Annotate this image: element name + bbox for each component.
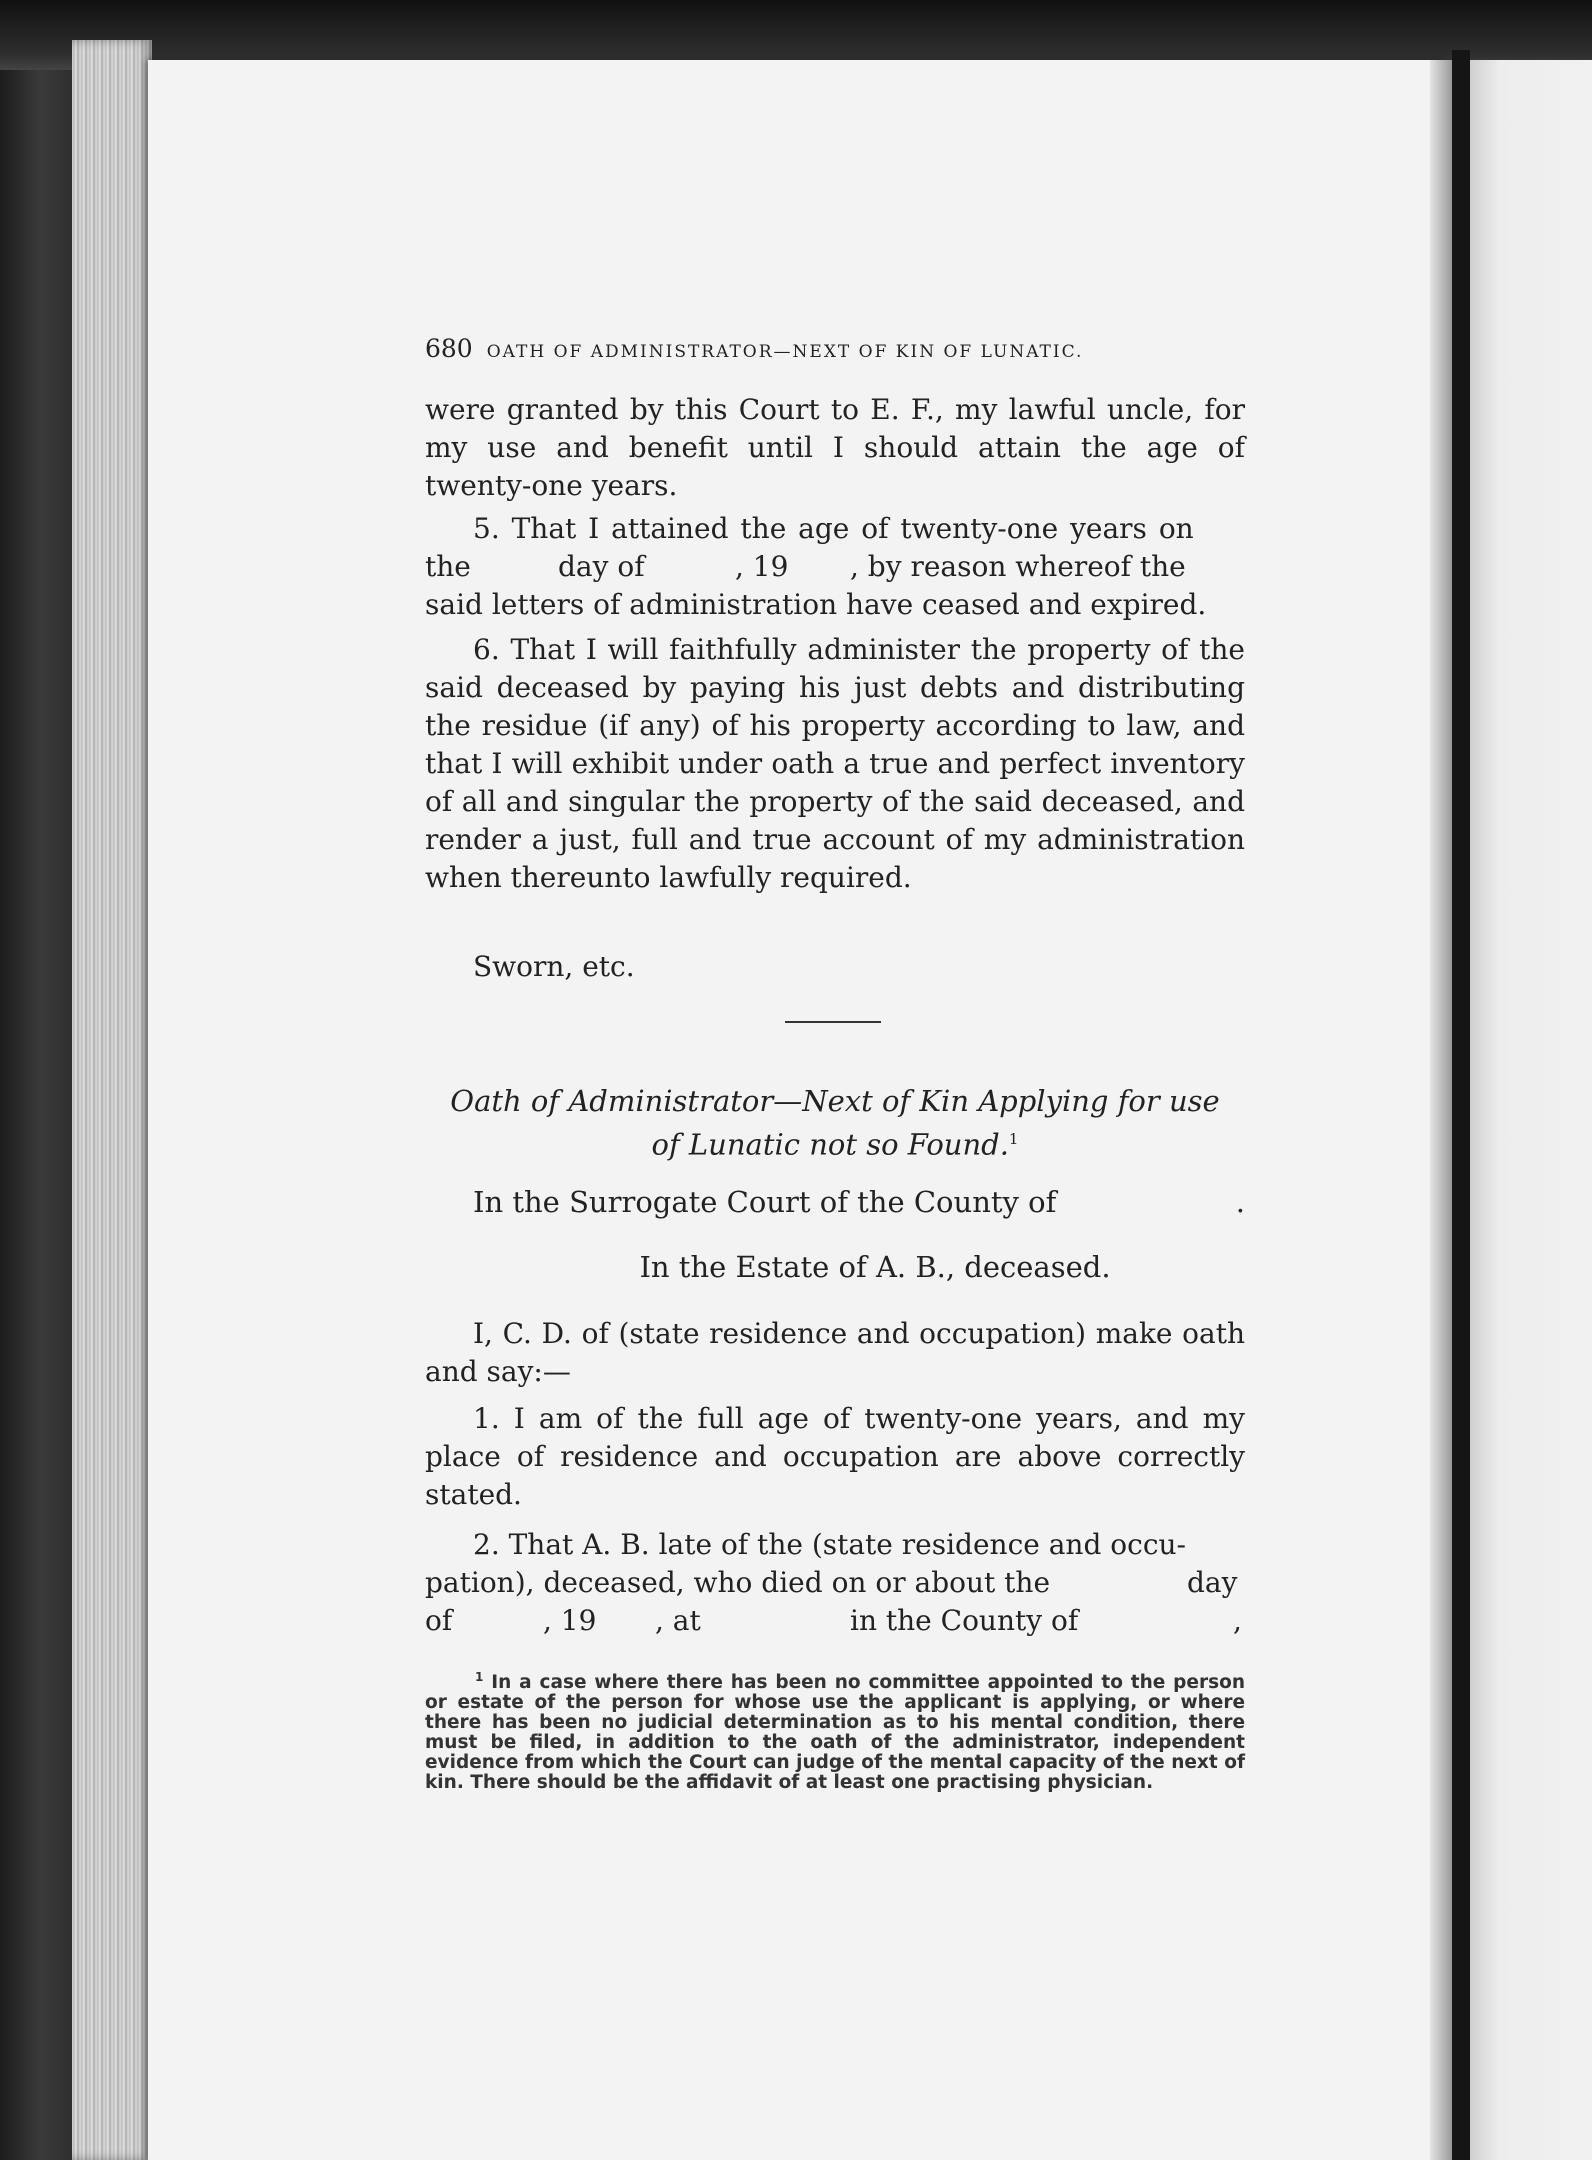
form-heading-line1: Oath of Administrator—Next of Kin Applying for use xyxy=(450,1084,1220,1118)
running-title: OATH OF ADMINISTRATOR—NEXT OF KIN OF LUNATIC. xyxy=(486,342,1084,362)
court-line: In the Surrogate Court of the County of . xyxy=(473,1185,1245,1219)
book-page-edges xyxy=(72,40,152,2160)
continuation-paragraph: were granted by this Court to E. F., my lawful uncle, for my use and benefit until I should attain the age of twenty-one years. xyxy=(425,393,1245,502)
form-heading xyxy=(425,1082,1245,1164)
para6: 6. That I will faithfully administer the property of the said deceased by paying his just debts and distributing the residue (if any) of his property according to law, and that I will exhibit under oath a true and perfect inventory of all and singular the property of the said deceased, and render a just, full and true account of my administration when thereunto lawfully required. xyxy=(425,633,1245,894)
page-curve-shadow xyxy=(1430,60,1452,2160)
para5-line3: said letters of administration have ceased and expired. xyxy=(425,588,1207,621)
form-heading-line2: of Lunatic not so Found.$^1$ xyxy=(651,1127,1019,1162)
section-rule xyxy=(785,1021,881,1023)
oath-para2-line1: 2. That A. B. late of the (state residence and occu- xyxy=(473,1528,1187,1561)
footnote-mark: 1 xyxy=(475,1670,484,1684)
para5-line1: 5. That I attained the age of twenty-one years on xyxy=(473,512,1194,545)
facing-page-edge xyxy=(1470,60,1592,2160)
footnote-text: In a case where there has been no committee appointed to the person or estate of the person for whose use the applicant is applying, or where there has been no judicial determination as to his mental condition, there must be filed, in addition to the oath of the administrator, independent evidence from which the Court can judge of the mental capacity of the next of kin. There should be the affidavit of at least one practising physician. xyxy=(425,1672,1245,1794)
oath-para2-line2: pation), deceased, who died on or about the day xyxy=(425,1566,1238,1599)
sworn-line: Sworn, etc. xyxy=(473,950,635,983)
book-gutter xyxy=(1452,50,1470,2160)
oath-intro: I, C. D. of (state residence and occupation) make oath and say:— xyxy=(425,1317,1245,1388)
page-number: 680 xyxy=(425,334,473,363)
footnote xyxy=(425,1667,1245,1793)
oath-para1: 1. I am of the full age of twenty-one years, and my place of residence and occupation are above correctly stated. xyxy=(425,1402,1245,1511)
para5-line2: the day of , 19 , by reason whereof the xyxy=(425,550,1186,583)
oath-para2-line3: of , 19 , at in the County of , xyxy=(425,1604,1242,1637)
footnote-reference: 1 xyxy=(1008,1130,1019,1148)
running-header xyxy=(425,334,1245,363)
estate-line: In the Estate of A. B., deceased. xyxy=(639,1250,1111,1284)
